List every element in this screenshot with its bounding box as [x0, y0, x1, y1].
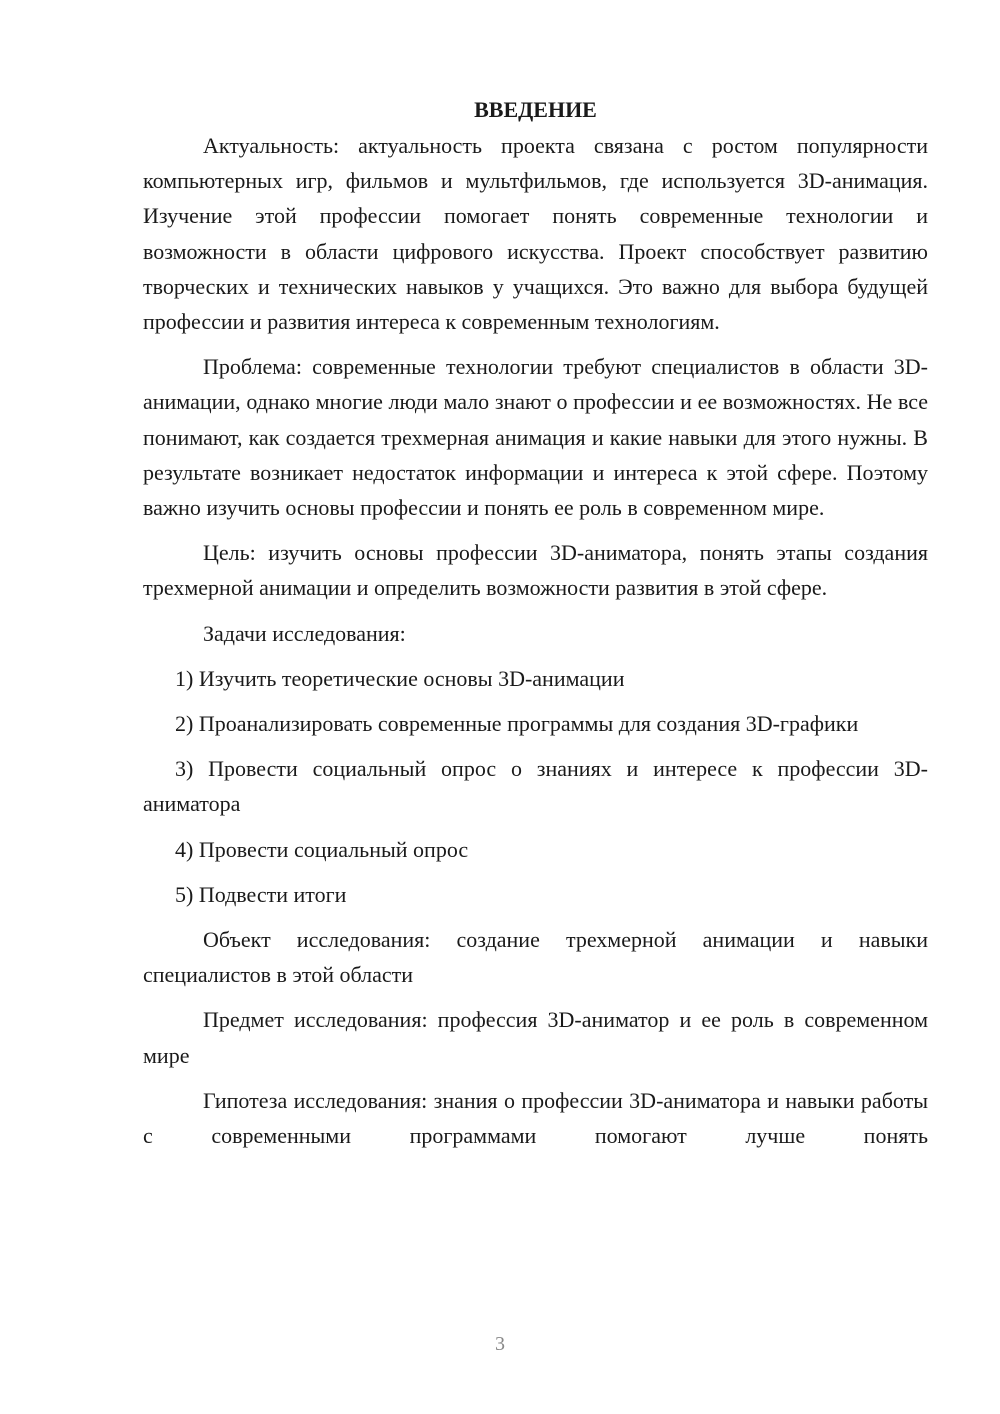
hypothesis-paragraph: Гипотеза исследования: знания о профессии 3D-аниматора и навыки работы с современными программами помогают лучше понять — [143, 1087, 928, 1149]
goal-paragraph: Цель: изучить основы профессии 3D-аниматора, понять этапы создания трехмерной анимации и определить возможности развития в этой сфере. — [143, 540, 928, 601]
problem-paragraph: Проблема: современные технологии требуют специалистов в области 3D-анимации, однако многие люди мало знают о профессии и ее возможностях. Не все понимают, как создается трехмерная анимация и какие навыки для этого нужны. В результате возникает недостаток информации и интереса к этой сфере. Поэтому важно изучить основы профессии и понять ее роль в современном мире. — [143, 354, 928, 521]
task-item: 1) Изучить теоретические основы 3D-анимации — [175, 665, 625, 691]
tasks-heading: Задачи исследования: — [203, 620, 406, 646]
task-item: 5) Подвести итоги — [175, 881, 347, 907]
section-title: ВВЕДЕНИЕ — [474, 97, 597, 122]
subject-paragraph: Предмет исследования: профессия 3D-аниматор и ее роль в современном мире — [143, 1007, 928, 1068]
document-page — [143, 95, 928, 1163]
relevance-paragraph: Актуальность: актуальность проекта связана с ростом популярности компьютерных игр, фильмов и мультфильмов, где используется 3D-анимация. Изучение этой профессии помогает понять современные технологии и возможности в области цифрового искусства. Проект способствует развитию творческих и технических навыков у учащихся. Это важно для выбора будущей профессии и развития интереса к современным технологиям. — [143, 133, 928, 335]
task-item: 4) Провести социальный опрос — [175, 836, 469, 862]
page-number: 3 — [495, 1333, 505, 1355]
task-item: 3) Провести социальный опрос о знаниях и интересе к профессии 3D-аниматора — [143, 756, 928, 817]
task-item: 2) Проанализировать современные программы для создания 3D-графики — [175, 711, 859, 737]
object-paragraph: Объект исследования: создание трехмерной анимации и навыки специалистов в этой области — [143, 927, 928, 988]
